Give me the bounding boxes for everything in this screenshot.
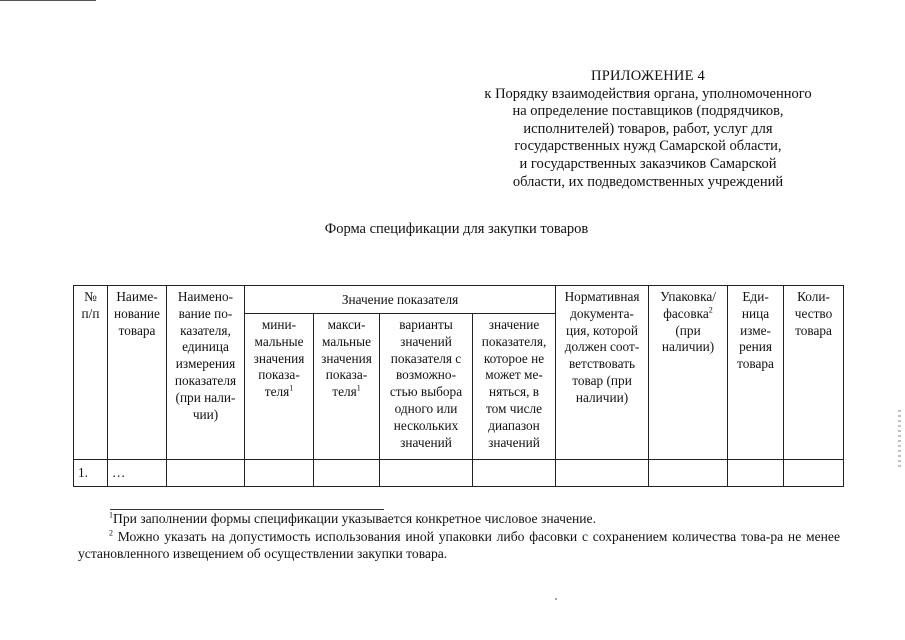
- scan-artifact: [898, 410, 901, 470]
- footnote-2-text: Можно указать на допустимость использования иной упаковки либо фасовки с сохранением количества това-ра не менее установленного извещением об осуществлении закупки товара.: [78, 528, 840, 561]
- table-cell: [784, 460, 844, 487]
- specification-table: [73, 285, 844, 487]
- footnote-mark: 1: [289, 383, 294, 393]
- footnote-mark: 1: [356, 383, 361, 393]
- footnote-2: [78, 528, 840, 563]
- header-row-1: [74, 286, 844, 314]
- table-cell: 1.: [74, 460, 108, 487]
- footnote-mark: 2: [109, 527, 113, 537]
- header-cell-min-values: мини- мальные значения показа- теля$^1$: [245, 314, 314, 460]
- footnote-1: [78, 510, 840, 528]
- appendix-line: исполнителей) товаров, работ, услуг для: [523, 120, 773, 137]
- header-cell-indicator-value-group: Значение показателя: [245, 286, 556, 314]
- header-cell-quantity: Коли- чество товара: [784, 286, 844, 460]
- appendix-line: области, их подведомственных учреждений: [512, 173, 784, 190]
- appendix-line: и государственных заказчиков Самарской: [519, 155, 777, 172]
- table-cell: [728, 460, 784, 487]
- table-cell: [649, 460, 728, 487]
- footnote-1-text: При заполнении формы спецификации указывается конкретное числовое значение.: [113, 511, 596, 526]
- table-cell: [314, 460, 380, 487]
- appendix-line: к Порядку взаимодействия органа, уполномоченного: [484, 85, 812, 102]
- header-cell-product-name: Наиме- нование товара: [108, 286, 167, 460]
- appendix-header: [468, 68, 828, 191]
- appendix-title: ПРИЛОЖЕНИЕ 4: [591, 68, 705, 84]
- footnote-mark: 1: [109, 510, 113, 520]
- footnote-mark: 2: [708, 305, 713, 315]
- scan-artifact: [555, 598, 557, 600]
- appendix-line: на определение поставщиков (подрядчиков,: [512, 103, 784, 120]
- header-cell-unit: Еди- ница изме- рения товара: [728, 286, 784, 460]
- table-row: [74, 460, 844, 487]
- form-title: Форма спецификации для закупки товаров: [324, 221, 589, 237]
- header-cell-max-values: макси- мальные значения показа- теля$^1$: [314, 314, 380, 460]
- table-cell: [556, 460, 649, 487]
- header-cell-number: № п/п: [74, 286, 108, 460]
- table-cell: [245, 460, 314, 487]
- top-edge-rule: [0, 0, 96, 1]
- header-cell-value-variants: варианты значений показателя с возможно- стью выбора одного или нескольких значений: [380, 314, 473, 460]
- table-cell: [167, 460, 245, 487]
- appendix-line: государственных нужд Самарской области,: [514, 138, 782, 155]
- header-cell-normative-doc: Нормативная документа- ция, которой должен соот- ветствовать товар (при наличии): [556, 286, 649, 460]
- footnotes: [78, 510, 840, 563]
- header-cell-packaging: Упаковка/ фасовка$^2$ (при наличии): [649, 286, 728, 460]
- table-cell: …: [108, 460, 167, 487]
- header-cell-fixed-value: значение показателя, которое не может ме- няться, в том числе диапазон значений: [473, 314, 556, 460]
- table-cell: [380, 460, 473, 487]
- table-cell: [473, 460, 556, 487]
- header-cell-indicator-name: Наимено- вание по- казателя, единица измерения показателя (при нали- чии): [167, 286, 245, 460]
